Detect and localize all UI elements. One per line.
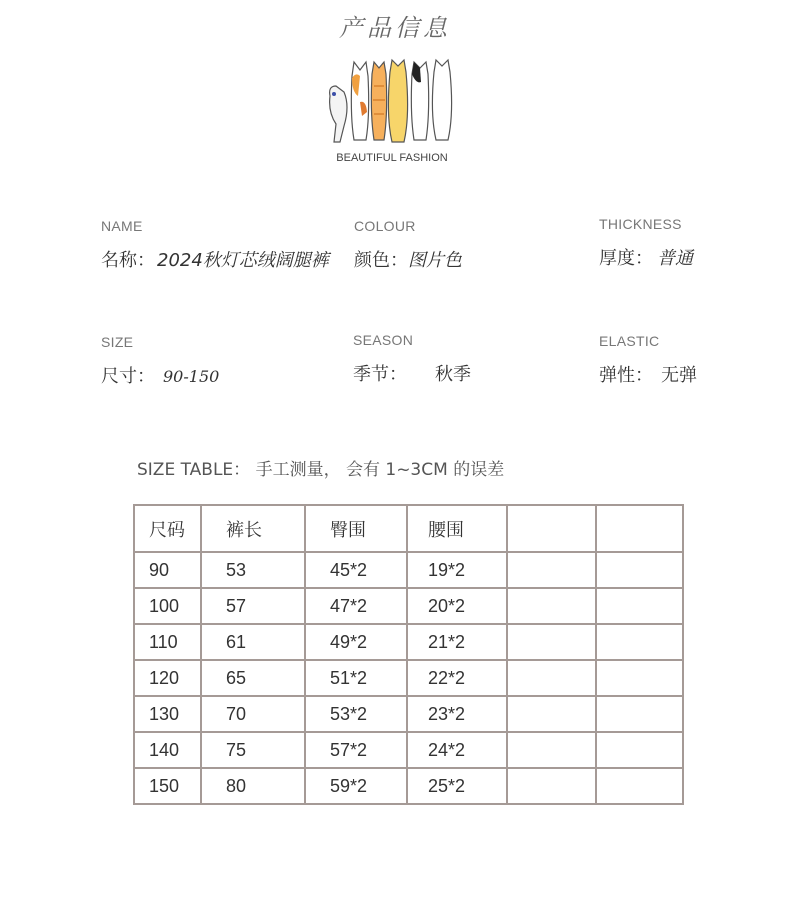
info-label-cn: 厚度： 普通 bbox=[599, 248, 693, 269]
table-cell: 腰围 bbox=[407, 505, 507, 552]
info-label-cn: 尺寸： 90-150 bbox=[101, 366, 220, 387]
table-cell: 70 bbox=[201, 696, 305, 732]
table-row bbox=[134, 552, 683, 588]
brand-logo bbox=[322, 56, 462, 171]
info-label-cn: 弹性： 无弹 bbox=[599, 365, 697, 386]
table-cell bbox=[507, 588, 596, 624]
info-colour bbox=[354, 218, 462, 272]
table-cell bbox=[596, 552, 683, 588]
table-cell bbox=[596, 768, 683, 804]
table-cell bbox=[596, 660, 683, 696]
table-cell: 61 bbox=[201, 624, 305, 660]
table-cell bbox=[596, 624, 683, 660]
table-cell: 51*2 bbox=[305, 660, 407, 696]
size-table-title: SIZE TABLE： 手工测量， 会有 1~3CM 的误差 bbox=[137, 460, 505, 480]
table-row bbox=[134, 768, 683, 804]
table-row bbox=[134, 624, 683, 660]
table-cell: 65 bbox=[201, 660, 305, 696]
table-cell: 53*2 bbox=[305, 696, 407, 732]
info-value: 2024秋灯芯绒阔腿裤 bbox=[157, 250, 329, 271]
info-value: 图片色 bbox=[408, 250, 462, 271]
table-cell: 110 bbox=[134, 624, 201, 660]
table-cell bbox=[507, 505, 596, 552]
table-cell: 57*2 bbox=[305, 732, 407, 768]
table-cell bbox=[596, 696, 683, 732]
table-cell bbox=[507, 552, 596, 588]
table-cell: 24*2 bbox=[407, 732, 507, 768]
table-cell: 23*2 bbox=[407, 696, 507, 732]
info-value: 无弹 bbox=[661, 365, 697, 386]
table-cell: 120 bbox=[134, 660, 201, 696]
table-cell: 130 bbox=[134, 696, 201, 732]
page-title: 产品信息 bbox=[339, 14, 451, 42]
table-cell: 47*2 bbox=[305, 588, 407, 624]
table-header-row bbox=[134, 505, 683, 552]
info-value: 秋季 bbox=[435, 364, 471, 385]
cat-grey-icon bbox=[330, 86, 347, 142]
table-cell: 19*2 bbox=[407, 552, 507, 588]
table-cell: 150 bbox=[134, 768, 201, 804]
table-cell: 140 bbox=[134, 732, 201, 768]
table-cell bbox=[507, 696, 596, 732]
table-cell bbox=[507, 732, 596, 768]
table-cell: 53 bbox=[201, 552, 305, 588]
table-cell bbox=[507, 624, 596, 660]
table-row bbox=[134, 732, 683, 768]
size-table bbox=[133, 504, 684, 805]
info-label-cn: 季节： 秋季 bbox=[353, 364, 471, 385]
table-cell: 20*2 bbox=[407, 588, 507, 624]
table-cell: 75 bbox=[201, 732, 305, 768]
table-cell: 臀围 bbox=[305, 505, 407, 552]
table-cell: 裤长 bbox=[201, 505, 305, 552]
info-label-en: SEASON bbox=[353, 332, 414, 348]
info-label-cn: 名称： 2024秋灯芯绒阔腿裤 bbox=[101, 250, 329, 271]
info-value: 90-150 bbox=[163, 367, 220, 386]
info-value: 普通 bbox=[657, 248, 693, 269]
info-label-en: COLOUR bbox=[354, 218, 416, 234]
table-cell bbox=[596, 588, 683, 624]
table-cell: 21*2 bbox=[407, 624, 507, 660]
table-cell: 49*2 bbox=[305, 624, 407, 660]
table-cell: 57 bbox=[201, 588, 305, 624]
table-cell: 59*2 bbox=[305, 768, 407, 804]
info-elastic bbox=[599, 333, 697, 387]
cat-yellow-icon bbox=[388, 60, 407, 142]
table-cell bbox=[507, 768, 596, 804]
info-size bbox=[101, 334, 219, 388]
table-cell: 尺码 bbox=[134, 505, 201, 552]
table-cell: 100 bbox=[134, 588, 201, 624]
info-name bbox=[101, 218, 329, 272]
brand-text: BEAUTIFUL FASHION bbox=[336, 152, 448, 164]
info-label-en: THICKNESS bbox=[599, 216, 682, 232]
info-label-en: SIZE bbox=[101, 334, 134, 350]
table-row bbox=[134, 696, 683, 732]
table-cell bbox=[596, 732, 683, 768]
table-cell bbox=[507, 660, 596, 696]
info-label-cn: 颜色：图片色 bbox=[354, 250, 462, 271]
info-label-en: NAME bbox=[101, 218, 143, 234]
info-label-en: ELASTIC bbox=[599, 333, 660, 349]
table-cell: 80 bbox=[201, 768, 305, 804]
table-row bbox=[134, 660, 683, 696]
info-season bbox=[353, 332, 471, 386]
cat-orange-icon bbox=[371, 62, 386, 140]
table-cell bbox=[596, 505, 683, 552]
table-row bbox=[134, 588, 683, 624]
table-cell: 90 bbox=[134, 552, 201, 588]
table-cell: 22*2 bbox=[407, 660, 507, 696]
cats-illustration bbox=[322, 56, 462, 151]
cat-white-icon bbox=[432, 60, 451, 140]
info-thickness bbox=[599, 216, 693, 270]
table-cell: 25*2 bbox=[407, 768, 507, 804]
cat-calico-icon bbox=[351, 62, 368, 140]
table-cell: 45*2 bbox=[305, 552, 407, 588]
cat-tuxedo-icon bbox=[411, 62, 428, 140]
